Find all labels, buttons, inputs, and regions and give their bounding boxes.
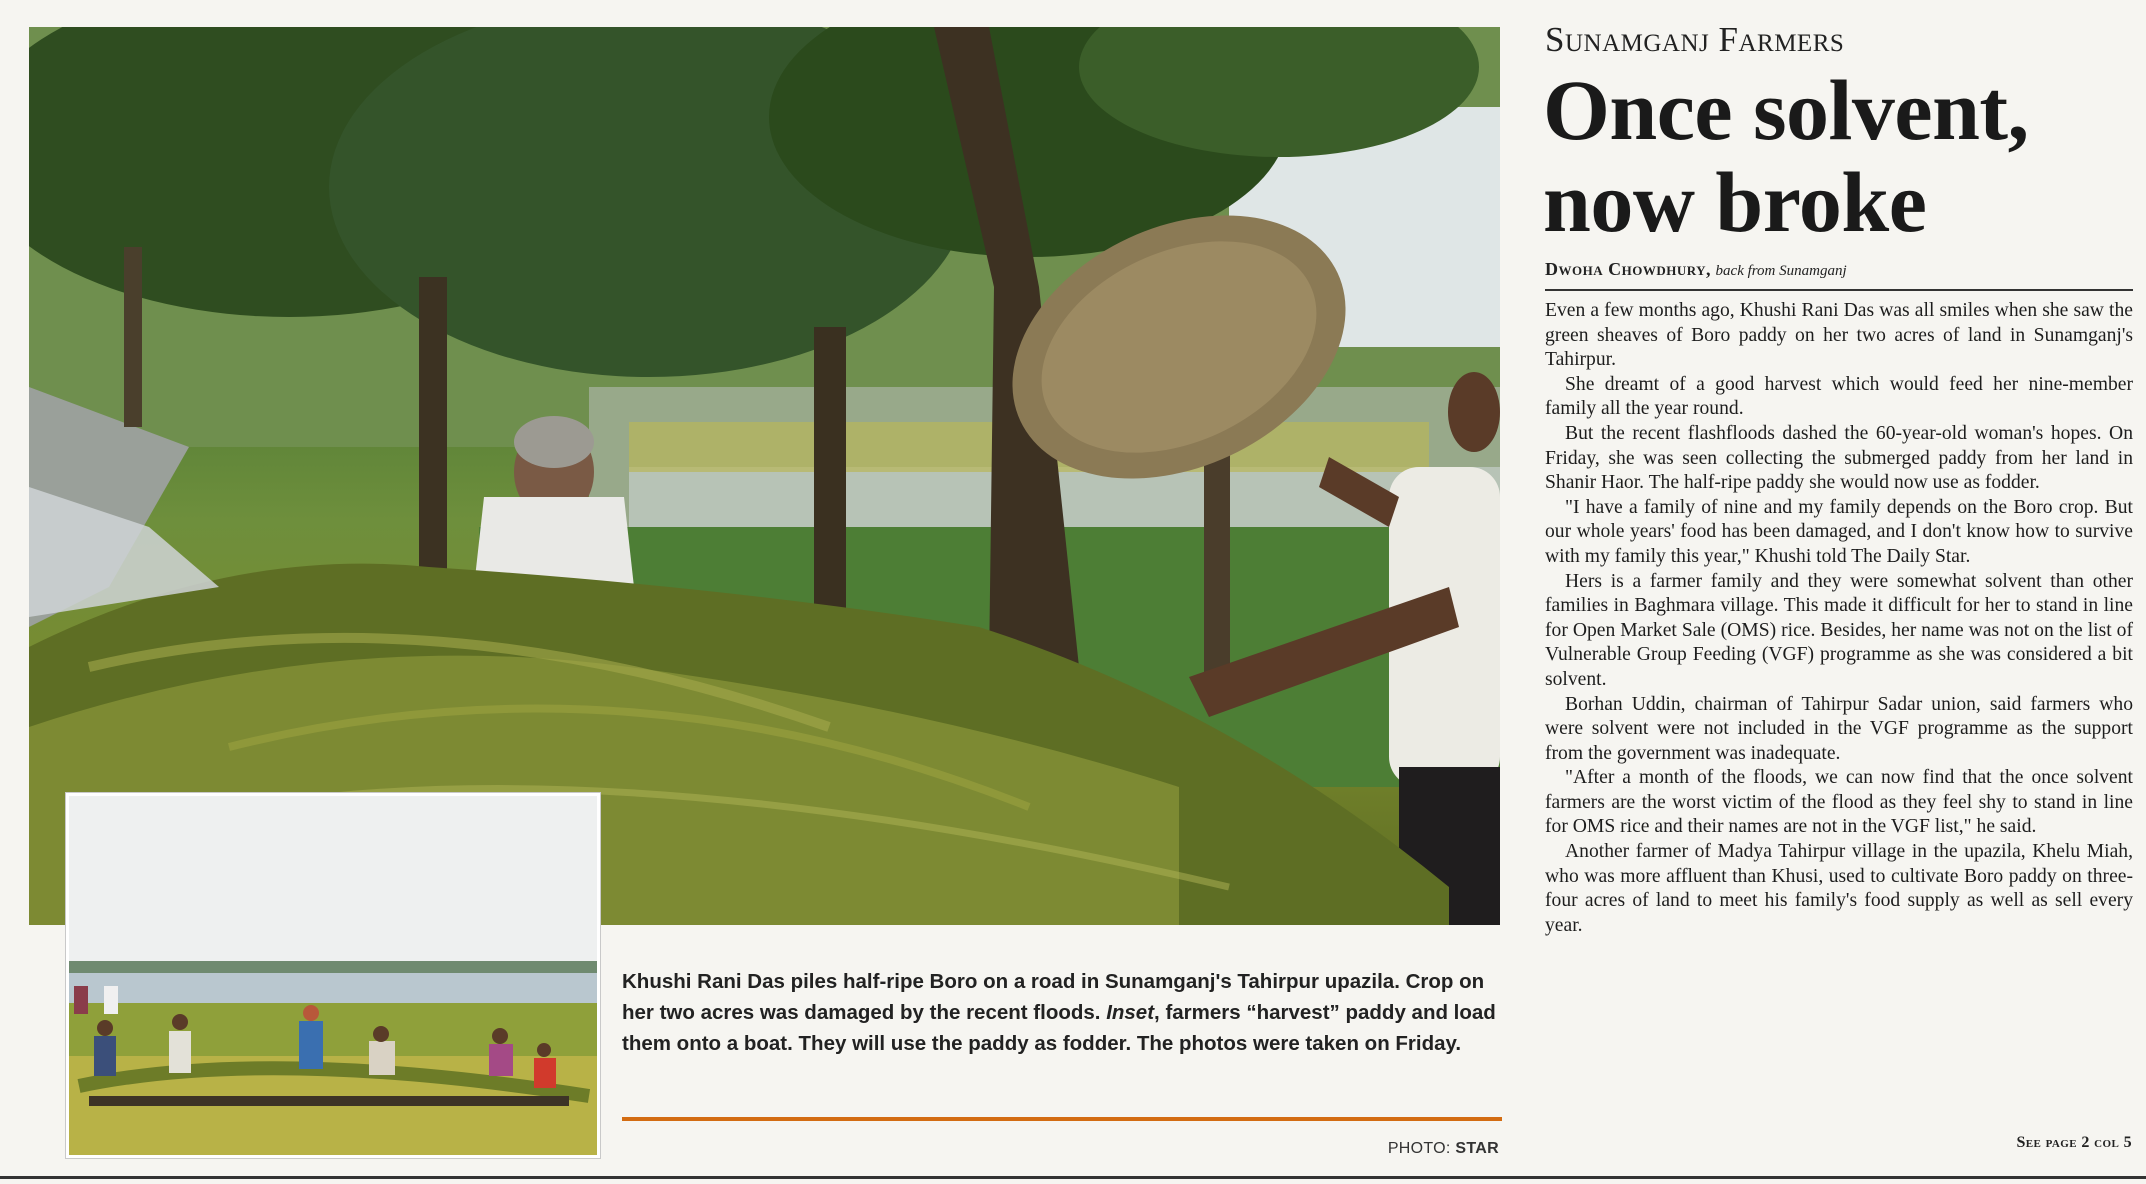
caption-text-2: , farmers “harvest” paddy and load them onto a boat. They will use the paddy as fodder. The photos were taken on Friday. — [622, 1001, 1496, 1055]
byline-divider — [1545, 289, 2133, 291]
byline-name: Dwoha Chowdhury, — [1545, 259, 1712, 279]
main-photo-illustration — [29, 27, 1500, 925]
paragraph: Even a few months ago, Khushi Rani Das was all smiles when she saw the green sheaves of Boro paddy on her two acres of land in Sunamganj's Tahirpur. — [1545, 300, 2133, 371]
photo-credit-source: STAR — [1455, 1140, 1499, 1157]
paragraph: But the recent flashfloods dashed the 60-year-old woman's hopes. On Friday, she was seen collecting the submerged paddy from her land in Shanir Haor. The half-ripe paddy she would now use as fodder. — [1545, 422, 2133, 494]
byline — [1545, 259, 1847, 280]
paragraph: Another farmer of Madya Tahirpur village in the upazila, Khelu Miah, who was more affluent than Khusi, used to cultivate Boro paddy on three-four acres of land to meet his family's food supply as well as sell every year. — [1545, 841, 2133, 936]
caption-text-1: Khushi Rani Das piles half-ripe Boro on a road in Sunamganj's Tahirpur upazila. Crop on her two acres was damaged by the recent floods. — [622, 970, 1485, 1024]
continued-jump-link[interactable]: See page 2 col 5 — [2016, 1134, 2132, 1151]
story-kicker: Sunamganj Farmers — [1545, 20, 1845, 59]
paragraph: She dreamt of a good harvest which would feed her nine-member family all the year round. — [1545, 373, 2133, 420]
main-photo — [29, 27, 1500, 925]
page-bottom-rule — [0, 1176, 2146, 1179]
inset-photo — [66, 793, 600, 1158]
story-headline: Once solvent, now broke — [1543, 62, 2029, 250]
photo-caption — [622, 966, 1502, 1059]
paragraph: "I have a family of nine and my family depends on the Boro crop. But our whole years' food has been damaged, and I don't know how to survive with my family this year," Khushi told The Daily Star. — [1545, 496, 2133, 567]
caption-inset-word: Inset — [1106, 1001, 1155, 1024]
photo-credit-label: PHOTO: — [1387, 1140, 1451, 1157]
byline-location: back from Sunamganj — [1715, 263, 1847, 279]
article-body — [1545, 299, 2133, 938]
photo-credit — [1388, 1140, 1499, 1158]
paragraph: Hers is a farmer family and they were somewhat solvent than other families in Baghmara village. This made it difficult for her to stand in line for Open Market Sale (OMS) rice. Besides, her name was not on the list of Vulnerable Group Feeding (VGF) programme as she was considered a bit solvent. — [1545, 570, 2133, 690]
paragraph: Borhan Uddin, chairman of Tahirpur Sadar union, said farmers who were solvent were not included in the VGF programme as the support from the government was inadequate. — [1545, 693, 2133, 764]
inset-photo-illustration — [69, 796, 597, 1155]
paragraph: "After a month of the floods, we can now find that the once solvent farmers are the worst victim of the flood as they feel shy to stand in line for OMS rice and their names are not in the VGF list," he said. — [1545, 767, 2133, 838]
caption-divider — [622, 1117, 1502, 1121]
